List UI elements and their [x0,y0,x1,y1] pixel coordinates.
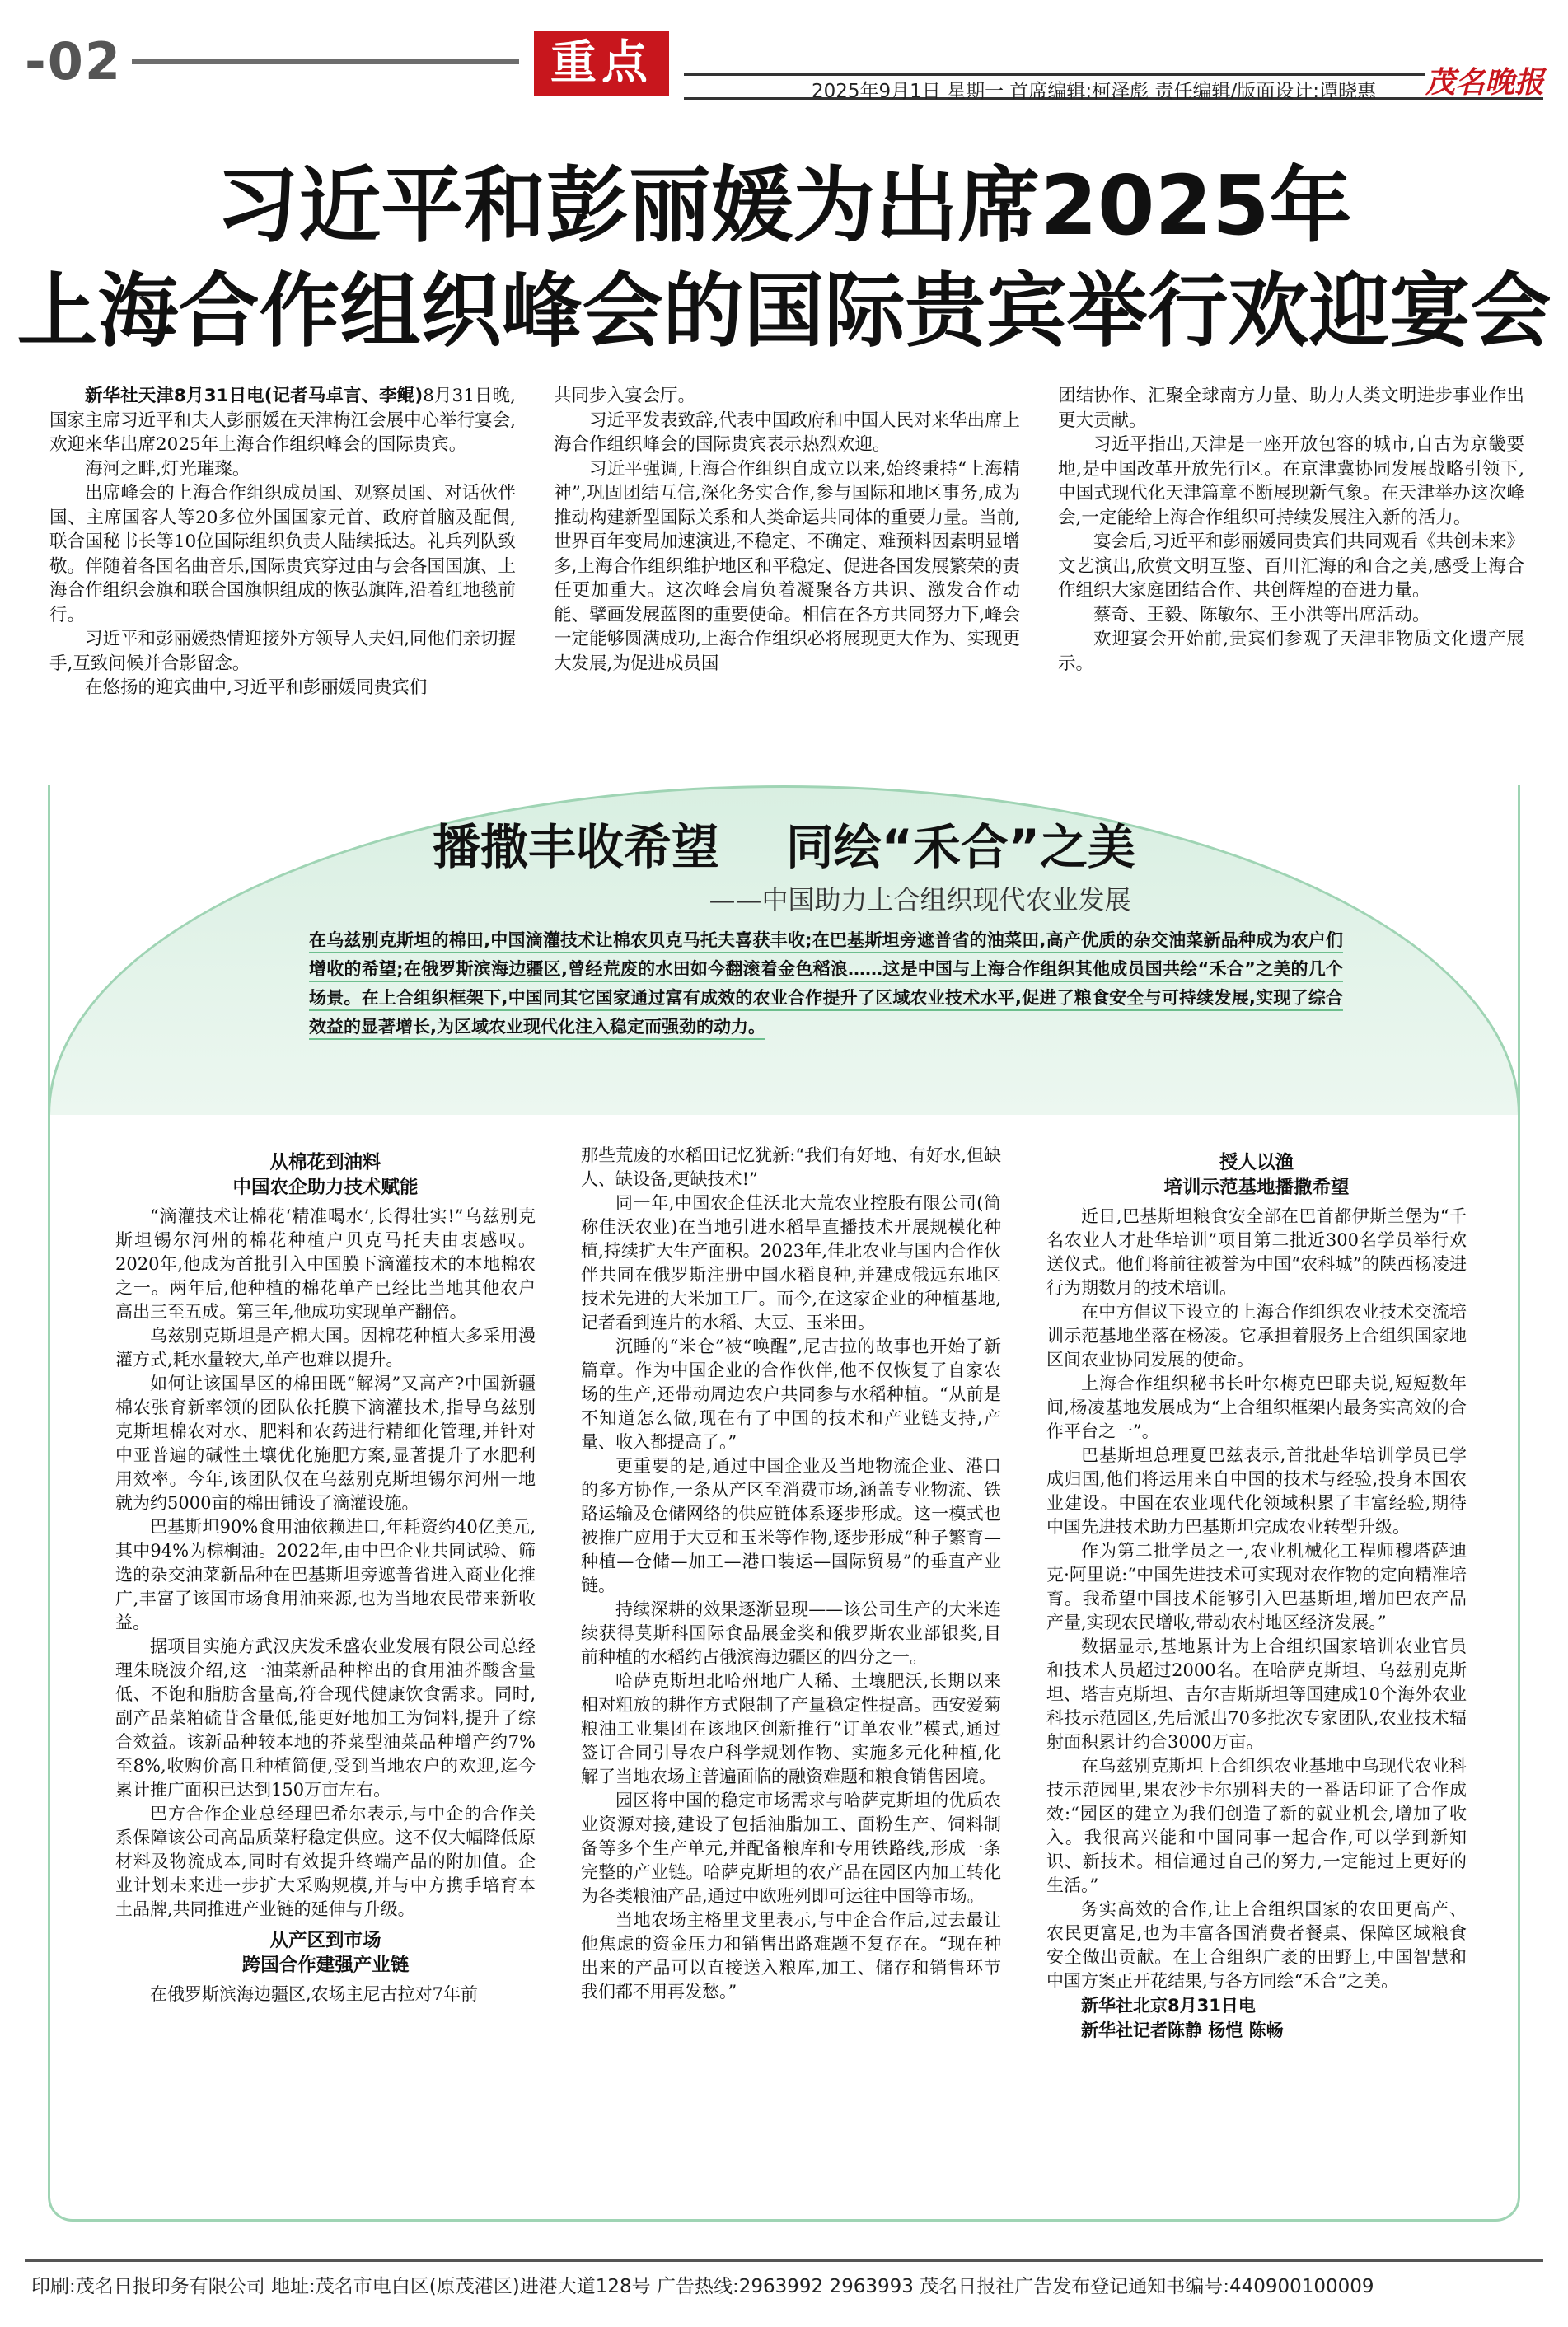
page-number: -02 [25,31,123,91]
byline-reporters: 新华社记者陈静 杨恺 陈畅 [1081,2020,1284,2040]
article-paragraph: 共同步入宴会厅。 [554,386,696,406]
feature-lead-text: 在乌兹别克斯坦的棉田,中国滴灌技术让棉农贝克马托夫喜获丰收;在巴基斯坦旁遮普省的油菜田,高产优质的杂交油菜新品种成为农户们增收的希望;在俄罗斯滨海边疆区,曾经荒废的水田如今翻滚着金色稻浪……这是中国与上海合作组织其他成员国共绘“禾合”之美的几个场景。在上合组织框架下,中国同其它国家通过富有成效的农业合作提升了区域农业技术水平,促进了粮食安全与可持续发展,实现了综合效益的显著增长,为区域农业现代化注入稳定而强劲的动力。 [309,930,1343,1040]
feature-title: 播撒丰收希望 同绘“禾合”之美 [432,819,1135,875]
subheading [115,1150,536,1200]
footer-rule [25,2259,1543,2262]
feature-lead [309,926,1343,1042]
feature-paragraph: 持续深耕的效果逐渐显现——该公司生产的大米连续获得莫斯科国际食品展金奖和俄罗斯农业部银奖,目前种植的水稻约占俄滨海边疆区的四分之一。 [581,1599,1001,1667]
issue-info: 2025年9月1日 星期一 首席编辑:柯泽彪 责任编辑/版面设计:谭晓惠 [812,81,1376,102]
article-column-2 [554,384,1020,771]
feature-paragraph: “滴灌技术让棉花‘精准喝水’,长得壮实!”乌兹别克斯坦锡尔河州的棉花种植户贝克马托夫由衷感叹。2020年,他成为首批引入中国膜下滴灌技术的本地棉农之一。两年后,他种植的棉花单产已经比当地其他农户高出三至五成。第三年,他成功实现单产翻倍。 [115,1206,536,1322]
feature-paragraph: 在中方倡议下设立的上海合作组织农业技术交流培训示范基地坐落在杨凌。它承担着服务上合组织国家地区间农业协同发展的使命。 [1046,1302,1467,1370]
article-paragraph: 习近平发表致辞,代表中国政府和中国人民对来华出席上海合作组织峰会的国际贵宾表示热烈欢迎。 [554,410,1020,455]
headline-line-2: 上海合作组织峰会的国际贵宾举行欢迎宴会 [16,265,1552,358]
subheading-line: 跨国合作建强产业链 [241,1955,410,1976]
feature-paragraph: 作为第二批学员之一,农业机械化工程师穆塔萨迪克·阿里说:“中国先进技术可实现对农作物的定向精准培育。我希望中国技术能够引入巴基斯坦,增加巴农产品产量,实现农民增收,带动农村地区经济发展。” [1046,1541,1467,1632]
feature-paragraph: 上海合作组织秘书长叶尔梅克巴耶夫说,短短数年间,杨凌基地发展成为“上合组织框架内最务实高效的合作平台之一”。 [1046,1374,1467,1441]
article-paragraph: 团结协作、汇聚全球南方力量、助力人类文明进步事业作出更大贡献。 [1058,386,1524,431]
feature-paragraph: 哈萨克斯坦北哈州地广人稀、土壤肥沃,长期以来相对粗放的耕作方式限制了产量稳定性提高。西安爱菊粮油工业集团在该地区创新推行“订单农业”模式,通过签订合同引导农户科学规划作物、实施多元化种植,化解了当地农场主普遍面临的融资难题和粮食销售困境。 [581,1671,1001,1786]
subheading [1046,1150,1467,1200]
feature-paragraph: 数据显示,基地累计为上合组织国家培训农业官员和技术人员超过2000名。在哈萨克斯坦、乌兹别克斯坦、塔吉克斯坦、吉尔吉斯斯坦等国建成10个海外农业科技示范园区,先后派出70多批次专家团队,农业技术辐射面积累计约合3000万亩。 [1046,1636,1467,1752]
byline-dateline: 新华社北京8月31日电 [1081,1996,1256,2016]
subheading-line: 授人以渔 [1219,1152,1294,1173]
subheading-line: 中国农企助力技术赋能 [232,1177,419,1198]
feature-column-2 [581,1144,1001,2198]
article-paragraph: 宴会后,习近平和彭丽媛同贵宾们共同观看《共创未来》文艺演出,欣赏文明互鉴、百川汇海的和合之美,感受上海合作组织大家庭团结合作、共创辉煌的奋进力量。 [1058,531,1524,601]
feature-column-3 [1046,1144,1467,2198]
feature-paragraph: 在乌兹别克斯坦上合组织农业基地中乌现代农业科技示范园里,果农沙卡尔别科夫的一番话印证了合作成效:“园区的建立为我们创造了新的就业机会,增加了收入。我很高兴能和中国同事一起合作,可以学到新知识、新技术。相信通过自己的努力,一定能过上更好的生活。” [1046,1756,1467,1895]
article-paragraph: 出席峰会的上海合作组织成员国、观察员国、对话伙伴国、主席国客人等20多位外国国家元首、政府首脑及配偶,联合国秘书长等10位国际组织负责人陆续抵达。礼兵列队致敬。伴随着各国名曲音乐,国际贵宾穿过由与会各国国旗、上海合作组织会旗和联合国旗帜组成的恢弘旗阵,沿着红地毯前行。 [49,483,516,625]
feature-columns [115,1144,1467,2198]
subheading-line: 从棉花到油料 [269,1152,381,1173]
article-paragraph: 习近平强调,上海合作组织自成立以来,始终秉持“上海精神”,巩固团结互信,深化务实合作,参与国际和地区事务,成为推动构建新型国际关系和人类命运共同体的重要力量。当前,世界百年变局加速演进,不稳定、不确定、难预料因素明显增多,上海合作组织维护地区和平稳定、促进各国发展繁荣的责任更加重大。这次峰会肩负着凝聚各方共识、激发合作动能、擘画发展蓝图的重要使命。相信在各方共同努力下,峰会一定能够圆满成功,上海合作组织必将展现更大作为、实现更大发展,为促进成员国 [554,458,1020,674]
dateline: 新华社天津8月31日电(记者马卓言、李鲲) [85,386,424,406]
feature-paragraph: 沉睡的“米仓”被“唤醒”,尼古拉的故事也开始了新篇章。作为中国企业的合作伙伴,他不仅恢复了自家农场的生产,还带动周边农户共同参与水稻种植。“从前是不知道怎么做,现在有了中国的技术和产业链支持,产量、收入都提高了。” [581,1337,1001,1452]
subheading-line: 从产区到市场 [269,1930,381,1951]
article-paragraph: 蔡奇、王毅、陈敏尔、王小洪等出席活动。 [1093,604,1430,625]
feature-paragraph: 巴基斯坦总理夏巴兹表示,首批赴华培训学员已学成归国,他们将运用来自中国的技术与经验,投身本国农业建设。中国在农业现代化领域积累了丰富经验,期待中国先进技术助力巴基斯坦完成农业转型升级。 [1046,1445,1467,1537]
feature-paragraph: 巴方合作企业总经理巴希尔表示,与中企的合作关系保障该公司高品质菜籽稳定供应。这不仅大幅降低原材料及物流成本,同时有效提升终端产品的附加值。企业计划未来进一步扩大采购规模,并与中方携手培育本土品牌,共同推进产业链的延伸与升级。 [115,1804,536,1919]
headline-line-1: 习近平和彭丽媛为出席2025年 [216,157,1352,254]
page-number-rule [132,59,519,64]
feature-paragraph: 当地农场主格里戈里表示,与中企合作后,过去最让他焦虑的资金压力和销售出路难题不复存在。“现在种出来的产品可以直接送入粮库,加工、储存和销售环节我们都不用再发愁。” [581,1910,1001,2002]
banquet-article [49,384,1524,771]
feature-paragraph: 园区将中国的稳定市场需求与哈萨克斯坦的优质农业资源对接,建设了包括油脂加工、面粉生产、饲料制备等多个生产单元,并配备粮库和专用铁路线,形成一条完整的产业链。哈萨克斯坦的农产品在园区内加工转化为各类粮油产品,通过中欧班列即可运往中国等市场。 [581,1791,1001,1906]
feature-paragraph: 据项目实施方武汉庆发禾盛农业发展有限公司总经理朱晓波介绍,这一油菜新品种榨出的食用油芥酸含量低、不饱和脂肪含量高,符合现代健康饮食需求。同时,副产品菜粕硫苷含量低,能更好地加工为饲料,提升了综合效益。该新品种较本地的芥菜型油菜品种增产约7%至8%,收购价高且种植简便,受到当地农户的欢迎,迄今累计推广面积已达到150万亩左右。 [115,1636,536,1800]
article-column-3 [1058,384,1524,771]
section-badge: 重点 [534,31,669,96]
subheading-line: 培训示范基地播撒希望 [1163,1177,1350,1198]
newspaper-logo: 茂名晚报 [1425,65,1545,100]
feature-paragraph: 同一年,中国农企佳沃北大荒农业控股有限公司(简称佳沃农业)在当地引进水稻旱直播技术开展规模化种植,持续扩大生产面积。2023年,佳北农业与国内合作伙伴共同在俄罗斯注册中国水稻良种,并建成俄远东地区技术先进的大米加工厂。而今,在这家企业的种植基地,记者看到连片的水稻、大豆、玉米田。 [581,1193,1001,1332]
article-paragraph: 在悠扬的迎宾曲中,习近平和彭丽媛同贵宾们 [85,677,428,698]
feature-paragraph: 乌兹别克斯坦是产棉大国。因棉花种植大多采用漫灌方式,耗水量较大,单产也难以提升。 [115,1326,536,1370]
footer-imprint: 印刷:茂名日报印务有限公司 地址:茂名市电白区(原茂港区)进港大道128号 广告热线:2963992 2963993 茂名日报社广告发布登记通知书编号:440900100009 [31,2276,1374,2297]
feature-paragraph: 更重要的是,通过中国企业及当地物流企业、港口的多方协作,一条从产区至消费市场,涵盖专业物流、铁路运输及仓储网络的供应链体系逐步形成。这一模式也被推广应用于大豆和玉米等作物,逐步形成“种子繁育—种植—仓储—加工—港口装运—国际贸易”的垂直产业链。 [581,1456,1001,1595]
masthead [25,25,1543,107]
article-paragraph: 新华社天津8月31日电(记者马卓言、李鲲)8月31日晚,国家主席习近平和夫人彭丽媛在天津梅江会展中心举行宴会,欢迎来华出席2025年上海合作组织峰会的国际贵宾。 [49,386,516,455]
article-paragraph: 习近平和彭丽媛热情迎接外方领导人夫妇,同他们亲切握手,互致问候并合影留念。 [49,629,516,674]
feature-paragraph: 近日,巴基斯坦粮食安全部在巴首都伊斯兰堡为“千名农业人才赴华培训”项目第二批近300名学员举行欢送仪式。他们将前往被誉为中国“农科城”的陕西杨凌进行为期数月的技术培训。 [1046,1206,1467,1298]
article-paragraph: 欢迎宴会开始前,贵宾们参观了天津非物质文化遗产展示。 [1058,629,1524,674]
feature-column-1 [115,1144,536,2198]
feature-paragraph: 如何让该国旱区的棉田既“解渴”又高产?中国新疆棉农张育新率领的团队依托膜下滴灌技术,指导乌兹别克斯坦棉农对水、肥料和农药进行精细化管理,并针对中亚普遍的碱性土壤优化施肥方案,显著提升了水肥利用效率。今年,该团队仅在乌兹别克斯坦锡尔河州一地就为约5000亩的棉田铺设了滴灌设施。 [115,1374,536,1513]
subheading [115,1928,536,1978]
feature-paragraph: 巴基斯坦90%食用油依赖进口,年耗资约40亿美元,其中94%为棕榈油。2022年,由中巴企业共同试验、筛选的杂交油菜新品种在巴基斯坦旁遮普省进入商业化推广,丰富了该国市场食用油来源,也为当地农民带来新收益。 [115,1517,536,1632]
article-paragraph: 习近平指出,天津是一座开放包容的城市,自古为京畿要地,是中国改革开放先行区。在京津冀协同发展战略引领下,中国式现代化天津篇章不断展现新气象。在天津举办这次峰会,一定能给上海合作组织可持续发展注入新的活力。 [1058,434,1524,528]
feature-paragraph: 那些荒废的水稻田记忆犹新:“我们有好地、有好水,但缺人、缺设备,更缺技术!” [581,1145,1001,1189]
main-headline [0,153,1568,364]
article-column-1 [49,384,516,771]
feature-paragraph: 在俄罗斯滨海边疆区,农场主尼古拉对7年前 [150,1984,479,2004]
feature-subtitle: ——中国助力上合组织现代农业发展 [709,884,1131,915]
article-paragraph: 海河之畔,灯光璀璨。 [85,458,250,480]
feature-paragraph: 务实高效的合作,让上合组织国家的农田更高产、农民更富足,也为丰富各国消费者餐桌、保障区域粮食安全做出贡献。在上合组织广袤的田野上,中国智慧和中国方案正开花结果,与各方同绘“禾合”之美。 [1046,1899,1467,1991]
